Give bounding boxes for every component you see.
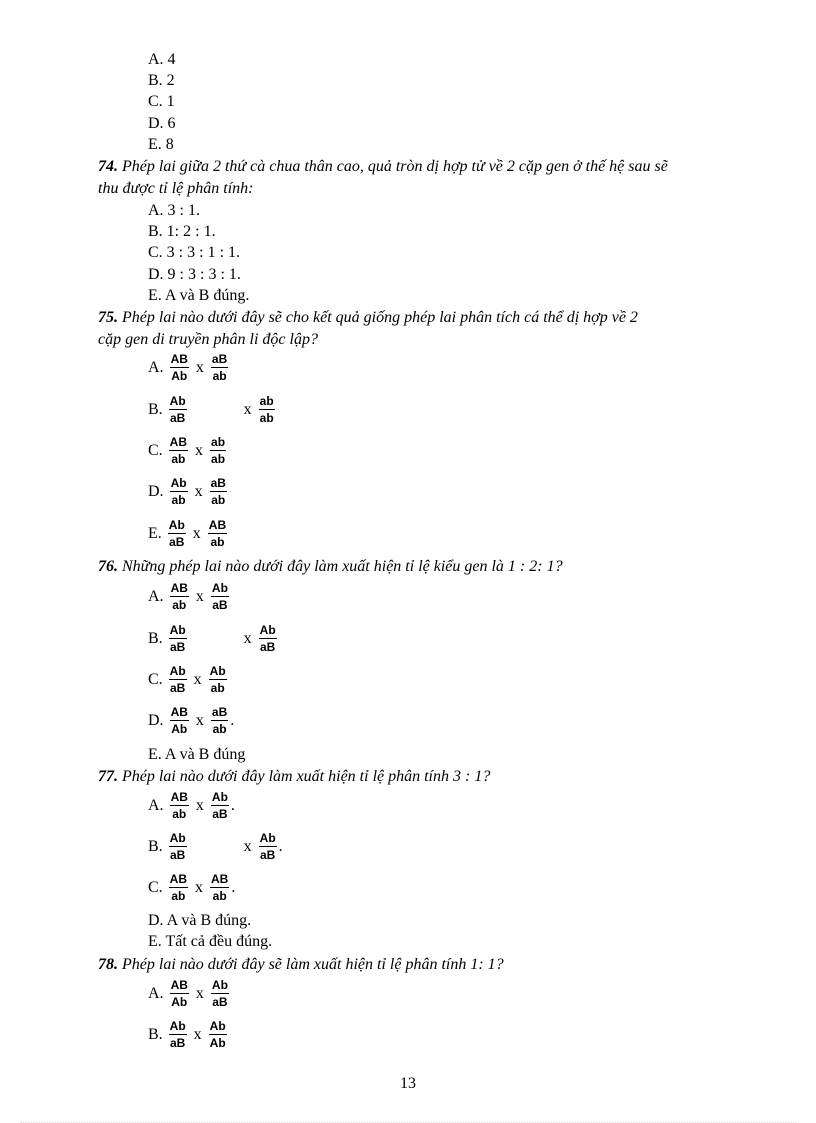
genotype-fraction: $\frac{Ab}{aB}$ (211, 790, 228, 821)
cross-symbol: x (195, 712, 204, 729)
question-number: 75. (98, 309, 118, 326)
cross-symbol: x (243, 630, 252, 647)
q78-option-a (148, 974, 231, 1014)
prev-option-e: E. 8 (148, 136, 174, 153)
cross-symbol: x (195, 359, 204, 376)
genotype-fraction: $\frac{Ab}{aB}$ (169, 664, 186, 695)
question-text: Phép lai giữa 2 thứ cà chua thân cao, quả tròn dị hợp tử về 2 cặp gen ở thế hệ sau sẽ (118, 158, 668, 175)
option-label: D. (148, 483, 164, 500)
question-74 (98, 157, 668, 177)
genotype-fraction: $\frac{Ab}{Ab}$ (209, 1019, 226, 1050)
genotype-fraction: $\frac{Ab}{aB}$ (169, 831, 186, 862)
option-label: D. (148, 712, 164, 729)
question-number: 78. (98, 956, 118, 973)
option-label: C. (148, 671, 163, 688)
genotype-fraction: $\frac{aB}{ab}$ (210, 476, 226, 507)
q74-option-d: D. 9 : 3 : 3 : 1. (148, 266, 241, 283)
q75-option-a (148, 348, 230, 388)
cross-symbol: x (195, 588, 204, 605)
genotype-fraction: $\frac{AB}{Ab}$ (170, 978, 188, 1009)
q77-option-e: E. Tất cả đều đúng. (148, 933, 273, 950)
q74-option-e: E. A và B đúng. (148, 287, 250, 304)
genotype-fraction: $\frac{Ab}{ab}$ (170, 476, 187, 507)
q75-option-e (148, 514, 229, 554)
genotype-fraction: $\frac{aB}{ab}$ (211, 705, 228, 736)
q76-option-e: E. A và B đúng (148, 746, 246, 763)
genotype-fraction: $\frac{Ab}{aB}$ (259, 831, 276, 862)
cross-symbol: x (195, 879, 204, 896)
option-label: A. (148, 588, 164, 605)
cross-symbol: x (195, 985, 204, 1002)
genotype-fraction: $\frac{AB}{ab}$ (169, 435, 188, 466)
cross-symbol: x (195, 442, 204, 459)
option-label: E. (148, 525, 162, 542)
question-text: Phép lai nào dưới đây làm xuất hiện tỉ lệ phân tính 3 : 1? (118, 768, 491, 785)
genotype-fraction: $\frac{Ab}{aB}$ (211, 581, 228, 612)
q77-option-a (148, 786, 235, 826)
option-label: C. (148, 442, 163, 459)
genotype-fraction: $\frac{Ab}{aB}$ (211, 978, 228, 1009)
question-75-cont: cặp gen di truyền phân li độc lập? (98, 331, 318, 348)
genotype-fraction: $\frac{Ab}{aB}$ (169, 394, 186, 425)
cross-symbol: x (195, 797, 204, 814)
genotype-fraction: $\frac{Ab}{aB}$ (169, 1019, 186, 1050)
cross-symbol: x (193, 671, 202, 688)
q77-option-b (148, 827, 283, 867)
genotype-fraction: $\frac{AB}{ab}$ (208, 518, 227, 549)
question-number: 74. (98, 158, 118, 175)
question-74-cont: thu được tỉ lệ phân tính: (98, 180, 254, 197)
genotype-fraction: $\frac{Ab}{aB}$ (259, 623, 276, 654)
page-number: 13 (400, 1075, 416, 1092)
cross-symbol: x (194, 483, 203, 500)
cross-symbol: x (192, 525, 201, 542)
cross-symbol: x (243, 401, 252, 418)
option-label: B. (148, 838, 163, 855)
prev-option-d: D. 6 (148, 115, 176, 132)
cross-symbol: x (193, 1026, 202, 1043)
question-text: Phép lai nào dưới đây sẽ làm xuất hiện tỉ lệ phân tính 1: 1? (118, 956, 504, 973)
question-78 (98, 955, 504, 975)
q74-option-c: C. 3 : 3 : 1 : 1. (148, 244, 241, 261)
option-end: . (231, 879, 236, 896)
option-label: B. (148, 630, 163, 647)
genotype-fraction: $\frac{Ab}{aB}$ (169, 623, 186, 654)
q76-option-a (148, 577, 231, 617)
question-text: Những phép lai nào dưới đây làm xuất hiện tỉ lệ kiểu gen là 1 : 2: 1? (118, 558, 563, 575)
q78-option-b (148, 1015, 229, 1055)
q74-option-b: B. 1: 2 : 1. (148, 223, 216, 240)
option-label: B. (148, 401, 163, 418)
q76-option-b (148, 619, 279, 659)
genotype-fraction: $\frac{Ab}{ab}$ (209, 664, 226, 695)
question-number: 76. (98, 558, 118, 575)
question-number: 77. (98, 768, 118, 785)
option-end: . (278, 838, 283, 855)
q76-option-c (148, 660, 229, 700)
genotype-fraction: $\frac{AB}{Ab}$ (170, 352, 188, 383)
genotype-fraction: $\frac{ab}{ab}$ (211, 435, 226, 466)
question-76 (98, 557, 563, 577)
q76-option-d (148, 701, 234, 741)
genotype-fraction: $\frac{AB}{Ab}$ (170, 705, 188, 736)
question-75 (98, 308, 638, 328)
option-label: A. (148, 359, 164, 376)
q75-option-b (148, 390, 277, 430)
option-label: C. (148, 879, 163, 896)
option-end: . (230, 712, 235, 729)
q77-option-c (148, 868, 235, 908)
genotype-fraction: $\frac{AB}{ab}$ (170, 790, 188, 821)
genotype-fraction: $\frac{AB}{ab}$ (170, 581, 188, 612)
prev-option-b: B. 2 (148, 72, 175, 89)
option-label: A. (148, 985, 164, 1002)
question-77 (98, 767, 490, 787)
option-end: . (230, 797, 235, 814)
genotype-fraction: $\frac{AB}{ab}$ (169, 872, 188, 903)
q74-option-a: A. 3 : 1. (148, 202, 200, 219)
genotype-fraction: $\frac{AB}{ab}$ (211, 872, 229, 903)
option-label: A. (148, 797, 164, 814)
q75-option-d (148, 472, 229, 512)
q77-option-d: D. A và B đúng. (148, 912, 252, 929)
question-text: Phép lai nào dưới đây sẽ cho kết quả giống phép lai phân tích cá thể dị hợp về 2 (118, 309, 638, 326)
prev-option-a: A. 4 (148, 51, 176, 68)
option-label: B. (148, 1026, 163, 1043)
prev-option-c: C. 1 (148, 93, 175, 110)
genotype-fraction: $\frac{ab}{ab}$ (259, 394, 274, 425)
q75-option-c (148, 431, 228, 471)
genotype-fraction: $\frac{aB}{ab}$ (211, 352, 228, 383)
cross-symbol: x (243, 838, 252, 855)
genotype-fraction: $\frac{Ab}{aB}$ (168, 518, 185, 549)
